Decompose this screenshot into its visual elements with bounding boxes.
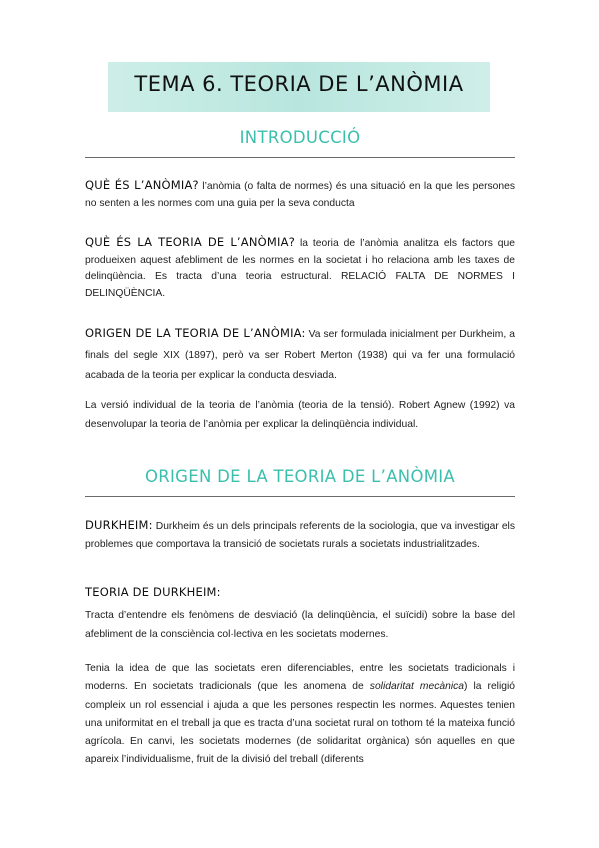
question-label: QUÈ ÉS L’ANÒMIA? — [85, 178, 199, 192]
page-title: TEMA 6. TEORIA DE L’ANÒMIA — [134, 72, 464, 96]
section-title-origen: ORIGEN DE LA TEORIA DE L’ANÒMIA — [144, 467, 456, 486]
paragraph-text: ) la religió compleix un rol essencial i ajuda a que les persones respectin les normes. Aquestes tenien una uniformitat en el treball ja que es tracta d’una societat rural on tothom té la mateixa funció agrícola. En canvi, les societats modernes (de solidaritat orgànica) són aquelles en que apareix l’individualisme, fruit de la divisió del treball (diferents — [85, 681, 515, 766]
paragraph-text: Durkheim és un dels principals referents de la sociologia, que va investigar els problemes que comportava la transició de societats rurals a societats industrialitzades. — [85, 521, 515, 550]
paragraph-durkheim — [85, 516, 515, 554]
paragraph-text: Va ser formulada inicialment per Durkheim, a finals del segle XIX (1897), però va ser Robert Merton (1938) qui va fer una formulació acabada de la teoria per explicar la conducta desviada. — [85, 329, 515, 381]
heading-label: DURKHEIM: — [85, 518, 153, 532]
paragraph-origen-teoria — [85, 323, 515, 387]
divider — [85, 157, 515, 158]
title-banner — [108, 62, 490, 112]
paragraph-text: l’anòmia (o falta de normes) és una situació en la que les persones no senten a les normes com una guia per la seva conducta — [85, 181, 515, 209]
paragraph-societats — [85, 660, 515, 770]
paragraph-text: Tenia la idea de que las societats eren diferenciables, entre les societats tradicionals i moderns. En societats tradicionals (que les anomena de — [85, 663, 515, 693]
paragraph-que-es-anomia — [85, 177, 515, 212]
paragraph-que-es-teoria — [85, 234, 515, 302]
paragraph-teoria-text: Tracta d’entendre els fenòmens de desviació (la delinqüència, el suïcidi) sobre la base del afebliment de la consciència col·lectiva en les societats modernes. — [85, 610, 515, 640]
question-label: ORIGEN DE LA TEORIA DE L’ANÒMIA: — [85, 326, 306, 340]
paragraph-versio-individual: La versió individual de la teoria de l’anòmia (teoria de la tensió). Robert Agnew (1992) va desenvolupar la teoria de l’anòmia per explicar la delinqüència individual. — [85, 400, 515, 430]
section-title-introduccio: INTRODUCCIÓ — [239, 128, 361, 147]
question-label: QUÈ ÉS LA TEORIA DE L’ANÒMIA? — [85, 235, 295, 249]
emphasis-term: solidaritat mecànica — [369, 681, 464, 693]
paragraph-text: la teoria de l’anòmia analitza els factors que produeixen aquest afebliment de les normes en la societat i ho relaciona amb les taxes de delinqüència. Es tracta d’una teoria estructural. RELACIÓ FALTA DE NORMES I DELINQÜÈNCIA. — [85, 238, 515, 299]
subheading-teoria-durkheim: TEORIA DE DURKHEIM: — [85, 585, 221, 599]
divider — [85, 496, 515, 497]
